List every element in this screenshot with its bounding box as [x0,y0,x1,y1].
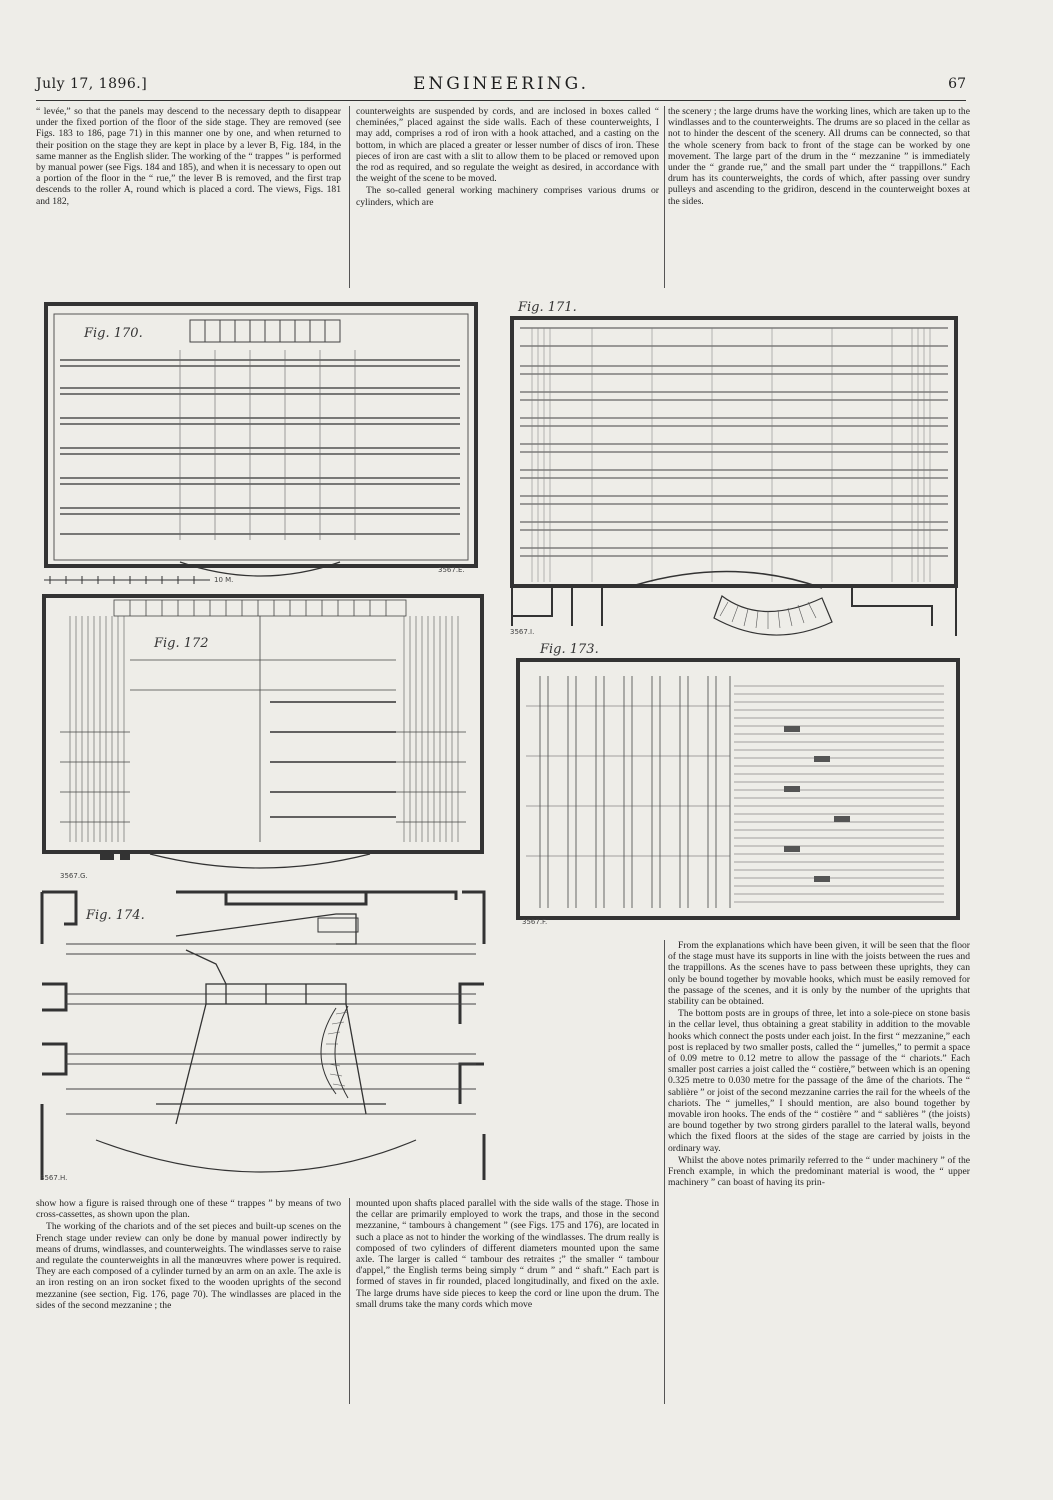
figure-170 [40,300,482,590]
top-column-2 [356,106,659,294]
figure-code: 3567.F. [522,918,548,926]
paragraph: counterweights are suspended by cords, and are inclosed in boxes called “ cheminées,” placed against the side walls. Each of these counterweights, I may add, comprises a rod of iron with a hook attached, and a casting on the bottom, in which are placed a greater or lesser number of discs of iron. These pieces of iron are cast with a slit to allow them to be placed or removed upon the rod as required, and so regulate the weight as desired, in accordance with the weight of the scene to be moved. [356,106,659,185]
figure-label: Fig. 174. [86,908,145,923]
stage-plan-172 [40,592,486,882]
figure-code: 3567.I. [510,628,535,636]
bottom-column-2 [356,1198,659,1408]
paragraph: the scenery ; the large drums have the working lines, which are taken up to the windlasses and to the counterweights. The drums are so placed in the cellar as not to hinder the descent of the scenery. All drums can be connected, so that the whole scenery from back to front of the stage can be worked by one movement. The large part of the drum in the “ mezzanine ” is immediately under the “ grande rue,” and the small part under the “ trappillons.” Each drum has its counterweights, the cords of which, after passing over sundry pulleys and ascending to the gridiron, descend in the counterweight boxes at the sides. [668,106,970,207]
paragraph: show how a figure is raised through one of these “ trappes ” by means of two cross-cassettes, as shown upon the plan. [36,1198,341,1221]
figure-label: Fig. 172 [154,636,209,651]
right-middle-column [668,940,970,1406]
figure-171 [492,300,962,646]
page-header [36,76,966,98]
stage-plan-174 [36,884,490,1188]
top-column-3 [668,106,970,294]
figure-code: 3567.G. [60,872,88,880]
page-number: 67 [948,76,966,92]
bottom-column-1 [36,1198,341,1408]
paragraph: “ levée,” so that the panels may descend to the necessary depth to disappear under the fixed portion of the floor of the side stage. They are removed (see Figs. 183 to 186, page 71) in this manner one by one, and when returned to their position on the stage they are kept in place by a lever B, Fig. 184, in the same manner as the English slider. The working of the “ trappes ” is performed by manual power (see Figs. 184 and 185), and when it is necessary to open out a portion of the floor in the “ rue,” the lever B is removed, and the first trap descends to the roller A, round which is placed a cord. The views, Figs. 181 and 182, [36,106,341,207]
paragraph: The working of the chariots and of the set pieces and built-up scenes on the French stage under review can only be done by manual power indirectly by means of drums, windlasses, and counterweights. The windlasses serve to raise and regulate the counterweights in all the manœuvres where power is required. They are each composed of a cylinder turned by an arm on an axle. The axle is an iron resting on an iron socket fixed to the wooden uprights of the second mezzanine (see section, Fig. 176, page 70). The windlasses are placed in the sides of the second mezzanine ; the [36,1221,341,1311]
figure-label: Fig. 173. [540,642,599,657]
figure-173 [514,642,964,926]
figure-172 [40,592,486,882]
stage-plan-173 [514,646,964,926]
top-column-1 [36,106,341,294]
issue-date: July 17, 1896.] [36,76,148,92]
paragraph: The so-called general working machinery comprises various drums or cylinders, which are [356,185,659,208]
paragraph: Whilst the above notes primarily referred to the “ under machinery ” of the French example, in which the predominant material is wood, the “ upper machinery ” can boast of having its prin- [668,1154,970,1189]
paragraph: mounted upon shafts placed parallel with the side walls of the stage. Those in the cellar are primarily employed to work the traps, and those in the second mezzanine, “ tambours à changement ” (see Figs. 175 and 176), are located in such a place as not to hinder the working of the windlasses. The drum really is composed of two cylinders of different diameters mounted upon the same axle. The larger is called “ tambour des retraites ;” the smaller “ tambour d'appel,” the English terms being simply “ drum ” and “ shaft.” Each part is formed of staves in fir rounded, placed longitudinally, and fixed on the axle. The large drums have side pieces to keep the cord or line upon the drum. The small drums take the many cords which move [356,1198,659,1310]
column-divider [349,106,350,288]
column-divider [349,1198,350,1404]
figure-code: 3567.H. [40,1174,68,1182]
scale-label: 10 M. [214,576,234,584]
column-divider [664,940,665,1404]
paragraph: From the explanations which have been given, it will be seen that the floor of the stage must have its supports in line with the joists between the rues and the trappillons. As the scenes have to pass between these uprights, they can only be bound together by movable hooks, which must be easily removed for the passage of the scenes, and it is only by the number of the uprights that stability can be obtained. [668,940,970,1008]
paragraph: The bottom posts are in groups of three, let into a sole-piece on stone basis in the cellar level, thus obtaining a great stability in addition to the movable hooks which connect the posts under each joist. In the first “ mezzanine,” each post is replaced by two smaller posts, called the “ jumelles,” to permit a space of 0.09 metre to 0.12 metre to allow the passage of the “ chariots.” Each smaller post carries a joist called the “ costière,” between which is an opening 0.325 metre to 0.030 metre for the passage of the âme of the chariots. The “ sablière ” or joist of the second mezzanine carries the rail for the wheels of the chariots. The “ jumelles,” I should mention, are also bound together by movable iron hooks. The ends of the “ costière ” and “ sablières ” (the joists) are bound together by two strong girders parallel to the lateral walls, beyond which the fixed floors at the sides of the stage are carried by joists in the ordinary way. [668,1008,970,1154]
figure-174 [36,884,490,1188]
figure-code: 3567.E. [438,566,465,574]
figure-label: Fig. 171. [518,300,577,315]
stage-plan-171 [492,306,962,646]
column-divider [664,106,665,288]
figure-label: Fig. 170. [84,326,143,341]
header-rule [36,100,966,101]
stage-plan-170 [40,300,482,590]
journal-title: ENGINEERING. [412,74,590,94]
